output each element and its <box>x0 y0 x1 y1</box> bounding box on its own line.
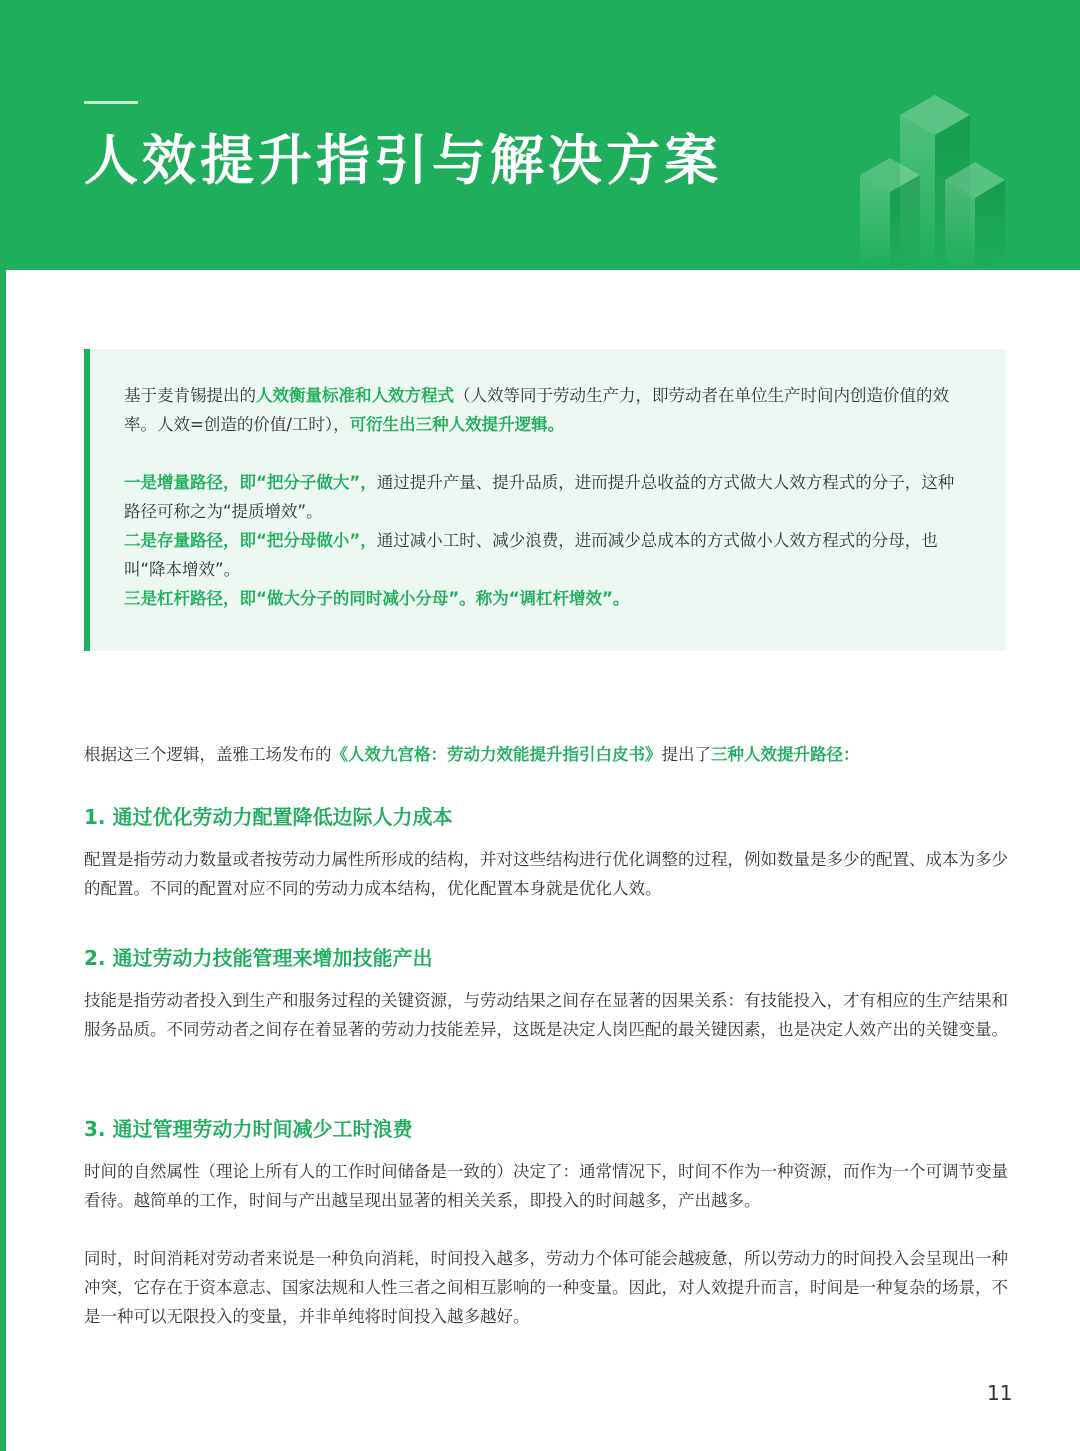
section-3-body: 时间的自然属性（理论上所有人的工作时间储备是一致的）决定了：通常情况下，时间不作为一种资源，而作为一个可调节变量看待。越简单的工作，时间与产出越呈现出显著的相关关系，即投入的时间越多，产出越多。 <box>84 1162 1008 1210</box>
header-rule <box>84 101 138 104</box>
section-3-body-2: 同时，时间消耗对劳动者来说是一种负向消耗，时间投入越多，劳动力个体可能会越疲惫，所以劳动力的时间投入会呈现出一种冲突，它存在于资本意志、国家法规和人性三者之间相互影响的一种变量。因此，对人效提升而言，时间是一种复杂的场景，不是一种可以无限投入的变量，并非单纯将时间投入越多越好。 <box>84 1249 1008 1326</box>
summary-path-3: 三是杠杆路径，即“做大分子的同时减小分母”。称为“调杠杆增效”。 <box>124 589 630 608</box>
summary-intro: 基于麦肯锡提出的人效衡量标准和人效方程式（人效等同于劳动生产力，即劳动者在单位生产时间内创造价值的效率。人效=创造的价值/工时），可衍生出三种人效提升逻辑。 <box>124 386 949 434</box>
summary-path-2: 二是存量路径，即“把分母做小”，通过减小工时、减少浪费，进而减少总成本的方式做小人效方程式的分母，也叫“降本增效”。 <box>124 531 938 579</box>
page-number: 11 <box>987 1381 1013 1405</box>
section-1-heading: 1. 通过优化劳动力配置降低边际人力成本 <box>84 805 453 829</box>
section-3-heading: 3. 通过管理劳动力时间减少工时浪费 <box>84 1117 413 1141</box>
section-1-body: 配置是指劳动力数量或者按劳动力属性所形成的结构，并对这些结构进行优化调整的过程，例如数量是多少的配置、成本为多少的配置。不同的配置对应不同的劳动力成本结构，优化配置本身就是优化人效。 <box>84 850 1008 898</box>
summary-path-1: 一是增量路径，即“把分子做大”，通过提升产量、提升品质，进而提升总收益的方式做大人效方程式的分子，这种路径可称之为“提质增效”。 <box>124 473 955 521</box>
section-2-body: 技能是指劳动者投入到生产和服务过程的关键资源，与劳动结果之间存在显著的因果关系：有技能投入，才有相应的生产结果和服务品质。不同劳动者之间存在着显著的劳动力技能差异，这既是决定人岗匹配的最关键因素，也是决定人效产出的关键变量。 <box>84 991 1008 1039</box>
cubes-decoration-icon <box>850 90 1030 270</box>
lead-paragraph: 根据这三个逻辑，盖雅工场发布的《人效九宫格：劳动力效能提升指引白皮书》提出了三种人效提升路径： <box>84 745 860 764</box>
summary-content <box>124 381 964 613</box>
header-banner <box>0 0 1080 270</box>
page-title: 人效提升指引与解决方案 <box>84 129 722 192</box>
section-2-heading: 2. 通过劳动力技能管理来增加技能产出 <box>84 946 433 970</box>
summary-box <box>84 349 1005 651</box>
